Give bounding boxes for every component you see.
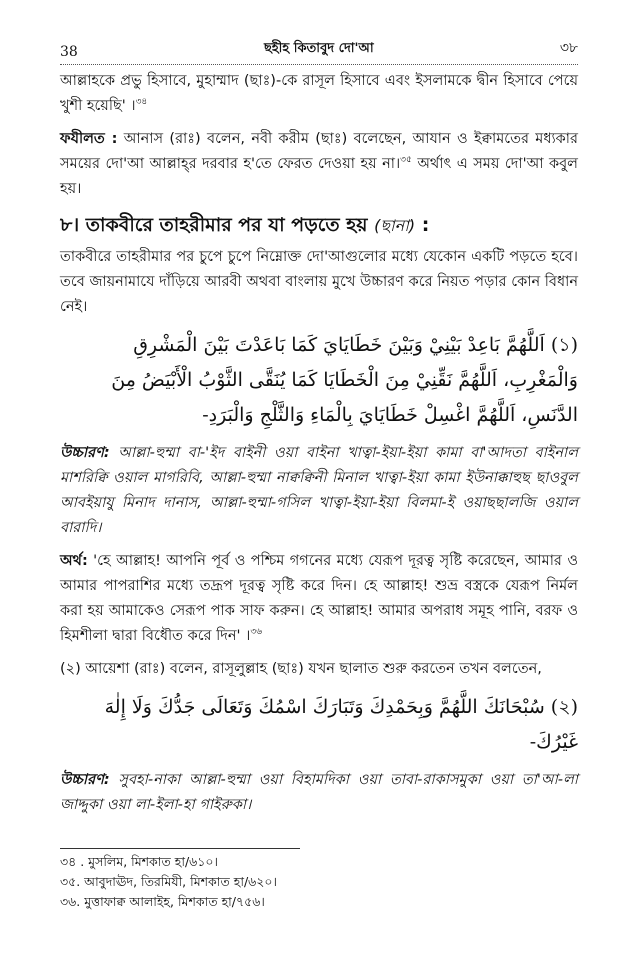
dua2-pron-label: উচ্চারণ:: [60, 772, 110, 788]
fazilat-tail: অর্থাৎ এ সময় দো'আ কবুল হয়।: [60, 156, 578, 197]
dua1-meaning-label: অর্থ:: [60, 553, 88, 569]
dua1-arabic: (১) اَللَّهُمَّ بَاعِدْ بَيْنِيْ وَبَيْنَ خَطَايَايَ كَمَا بَاعَدْتَ بَيْنَ الْمَشْرِقِ وَالْمَغْرِبِ، اَللَّهُمَّ نَقِّنِيْ مِنَ الْخَطَايَا كَمَا يُنَقَّى الثَّوْبُ الْأَبْيَضُ مِنَ الدَّنَسِ، اَللَّهُمَّ اغْسِلْ خَطَايَايَ بِالْمَاءِ وَالثَّلْجِ وَالْبَرَدِ-: [111, 334, 578, 426]
page-header: [60, 36, 578, 65]
dua1-meaning: [60, 549, 578, 649]
footnote-ref-35: ৩৫: [400, 155, 412, 166]
fazilat-paragraph: [60, 127, 578, 202]
section-heading: [60, 210, 578, 241]
page-number-right: ৩৮: [559, 40, 578, 56]
footnotes: [60, 852, 277, 912]
intro-text: আল্লাহকে প্রভু হিসাবে, মুহাম্মাদ (ছাঃ)-কে রাসূল হিসাবে এবং ইসলামকে দ্বীন হিসাবে পেয়ে খুশী হয়েছি' ।: [60, 73, 578, 114]
footnote-35: ৩৫. আবুদাঊদ, তিরমিযী, মিশকাত হা/৬২০।: [60, 874, 278, 889]
fazilat-label: ফযীলত :: [60, 131, 118, 147]
page-body: [60, 36, 578, 826]
book-title: ছহীহ কিতাবুদ দো'আ: [263, 41, 374, 56]
dua1-meaning-text: 'হে আল্লাহ! আপনি পূর্ব ও পশ্চিম গগনের মধ্যে যেরূপ দূরত্ব সৃষ্টি করেছেন, আমার ও আমার পাপরাশির মধ্যে তদ্রূপ দূরত্ব সৃষ্টি করে দিন। হে আল্লাহ! শুভ্র বস্ত্রকে যেরূপ নির্মল করা হয় আমাকেও সেরূপ পাক সাফ করুন। হে আল্লাহ! আমার অপরাধ সমূহ পানি, বরফ ও হিমশীলা দ্বারা বিধৌত করে দিন' ।: [60, 553, 578, 644]
intro-paragraph: [60, 69, 578, 119]
footnote-divider: [60, 848, 300, 849]
dua2-intro: (২) আয়েশা (রাঃ) বলেন, রাসূলুল্লাহ (ছাঃ) যখন ছালাত শুরু করতেন তখন বলতেন,: [60, 661, 542, 677]
section-intro: তাকবীরে তাহরীমার পর চুপে চুপে নিম্নোক্ত দো'আগুলোর মধ্যে যেকোন একটি পড়তে হবে। তবে জায়নামাযে দাঁড়িয়ে আরবী অথবা বাংলায় মুখে উচ্চারণ করে নিয়ত পড়ার কোন বিধান নেই।: [60, 249, 578, 315]
fazilat-text: আনাস (রাঃ) বলেন, নবী করীম (ছাঃ) বলেছেন, আযান ও ইক্বামতের মধ্যকার সময়ের দো'আ আল্লাহ্‌র দরবার হ'তে ফেরত দেওয়া হয় না।: [60, 131, 578, 172]
footnote-ref-34: ৩৪: [135, 97, 148, 108]
section-subtitle: (ছানা): [374, 216, 416, 235]
dua1-pron-text: আল্লা-হুম্মা বা-'ইদ বাইনী ওয়া বাইনা খাত্বা-ইয়া-ইয়া কামা বা'আদতা বাইনাল মাশরিক্বি ওয়াল মাগরিবি, আল্লা-হুম্মা নাক্বক্বিনী মিনাল খাত্বা-ইয়া কামা ইউনাক্কাহুছ ছাওবুল আবইয়াযু মিনাদ দানাস, আল্লা-হুম্মা-গসিল খাত্বা-ইয়া-ইয়া বিলমা-ই ওয়াছছালজি ওয়াল বারাদি।: [60, 445, 578, 536]
dua2-pron-text: সুবহা-নাকা আল্লা-হুম্মা ওয়া বিহামদিকা ওয়া তাবা-রাকাসমুকা ওয়া তা'আ-লা জাদ্দুকা ওয়া লা-ইলা-হা গাইরুকা।: [60, 772, 578, 813]
page-number-left: 38: [60, 44, 78, 60]
dua1-pron-label: উচ্চারণ:: [60, 445, 110, 461]
dua2-arabic: (২) سُبْحَانَكَ اللَّهُمَّ وَبِحَمْدِكَ وَتَبَارَكَ اسْمُكَ وَتَعَالَى جَدُّكَ وَلَا إِلٰهَ غَيْرُكَ-: [104, 696, 578, 753]
footnote-ref-36: ৩৬: [250, 627, 263, 638]
footnote-34: ৩৪ . মুসলিম, মিশকাত হা/৬১০।: [60, 854, 219, 869]
section-colon: :: [415, 214, 430, 236]
dua2-pronunciation: [60, 768, 578, 818]
dua1-pronunciation: [60, 441, 578, 541]
section-title: ৮। তাকবীরে তাহরীমার পর যা পড়তে হয়: [60, 214, 368, 236]
footnote-36: ৩৬. মুত্তাফাক্ব আলাইহ, মিশকাত হা/৭৫৬।: [60, 894, 265, 909]
